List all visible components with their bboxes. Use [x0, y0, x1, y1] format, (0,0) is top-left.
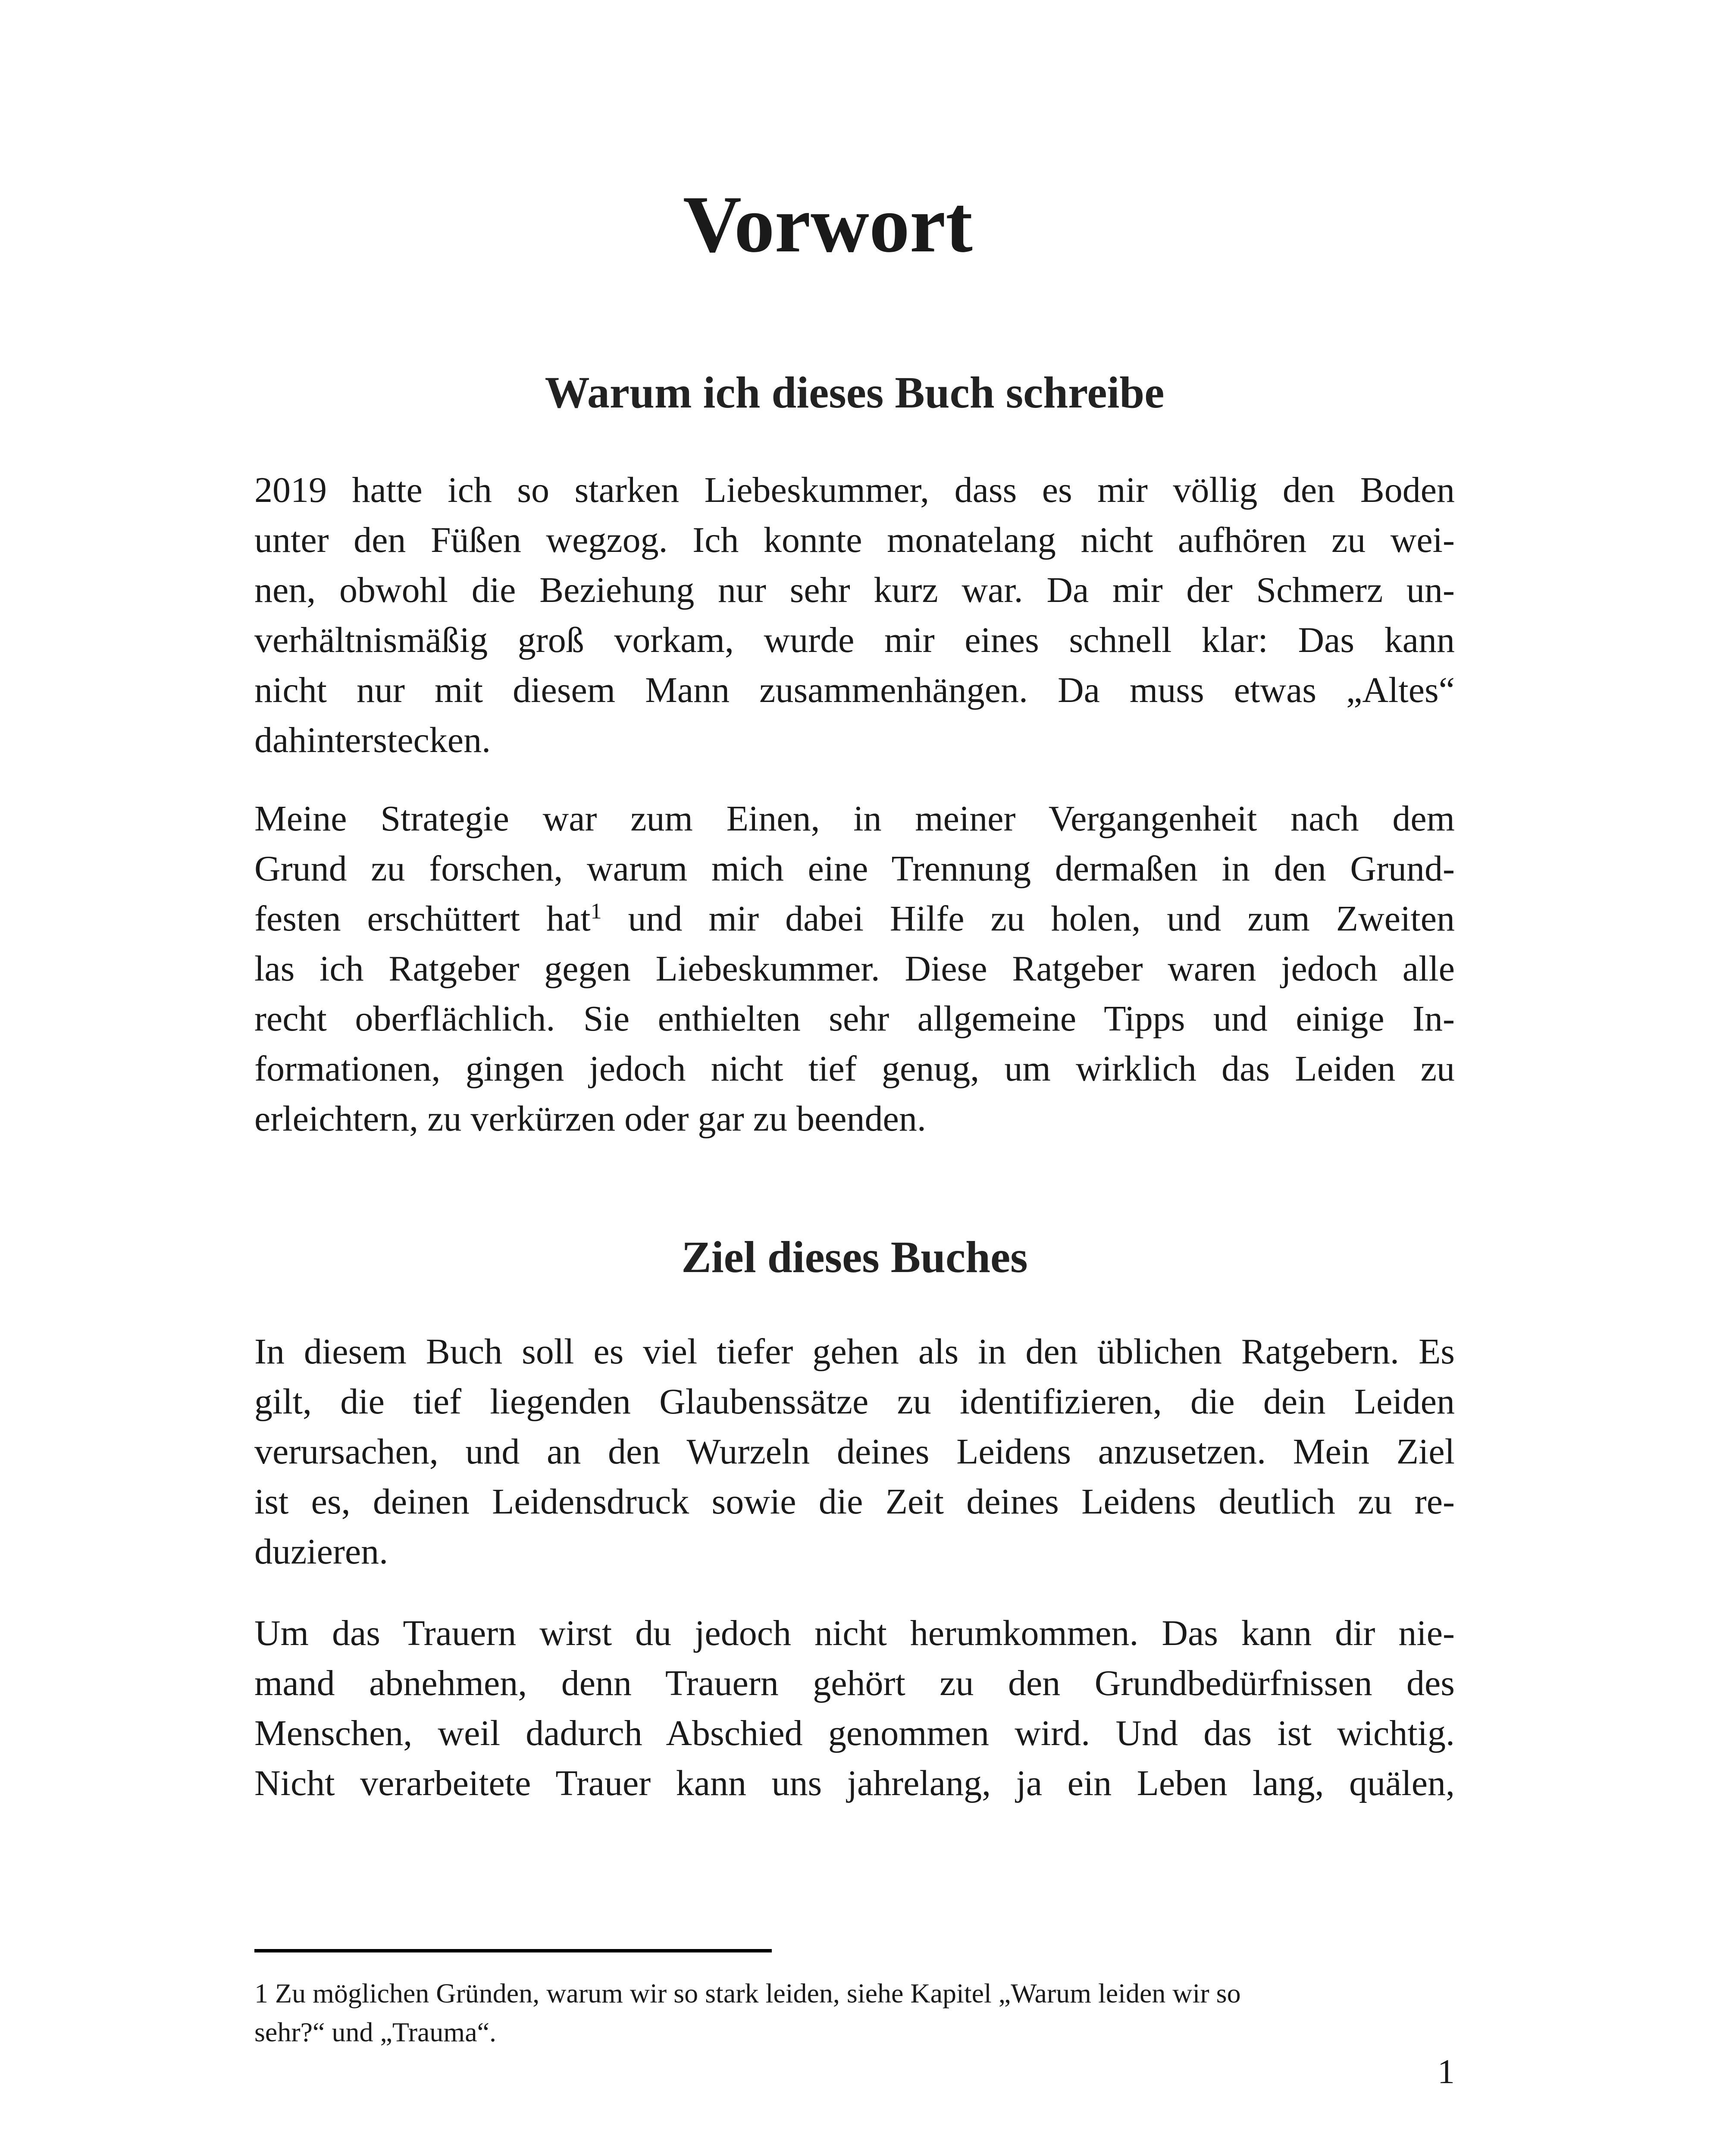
- text-line: Grund zu forschen, warum mich eine Trennung dermaßen in den Grund-: [254, 849, 1455, 889]
- text-line: erleichtern, zu verkürzen oder gar zu beenden.: [254, 1099, 926, 1139]
- section-heading-goal: Ziel dieses Buches: [681, 1232, 1028, 1282]
- text-line: formationen, gingen jedoch nicht tief genug, um wirklich das Leiden zu: [254, 1049, 1455, 1089]
- section-heading-why: Warum ich dieses Buch schreibe: [545, 368, 1165, 417]
- footnote-line: sehr?“ und „Trauma“.: [254, 2017, 496, 2047]
- text-line: Menschen, weil dadurch Abschied genommen wird. Und das ist wichtig.: [254, 1713, 1455, 1753]
- text-line: recht oberflächlich. Sie enthielten sehr allgemeine Tipps und einige In-: [254, 999, 1455, 1039]
- page-title: Vorwort: [683, 179, 973, 269]
- text-line: Meine Strategie war zum Einen, in meiner Vergangenheit nach dem: [254, 799, 1455, 839]
- text-line: las ich Ratgeber gegen Liebeskummer. Diese Ratgeber waren jedoch alle: [254, 949, 1455, 989]
- text-line: unter den Füßen wegzog. Ich konnte monatelang nicht aufhören zu wei-: [254, 520, 1455, 560]
- paragraph: [254, 1608, 1455, 1808]
- text-line: mand abnehmen, denn Trauern gehört zu den Grundbedürfnissen des: [254, 1663, 1455, 1703]
- text-line: dahinterstecken.: [254, 720, 491, 760]
- footnote-line: 1 Zu möglichen Gründen, warum wir so stark leiden, siehe Kapitel „Warum leiden wir so: [254, 1978, 1241, 2009]
- footnote-reference[interactable]: 1: [590, 899, 602, 924]
- text-line: Nicht verarbeitete Trauer kann uns jahrelang, ja ein Leben lang, quälen,: [254, 1763, 1455, 1803]
- text-line: 2019 hatte ich so starken Liebeskummer, dass es mir völlig den Boden: [254, 470, 1455, 510]
- paragraph: [254, 1327, 1455, 1577]
- text-line: verhältnismäßig groß vorkam, wurde mir eines schnell klar: Das kann: [254, 620, 1455, 660]
- paragraph: [254, 465, 1455, 765]
- text-line: In diesem Buch soll es viel tiefer gehen als in den üblichen Ratgebern. Es: [254, 1332, 1455, 1372]
- footnote-separator: [254, 1949, 772, 1952]
- text-line: duzieren.: [254, 1532, 388, 1572]
- footnote: [254, 1974, 1455, 2052]
- text-line: nicht nur mit diesem Mann zusammenhängen. Da muss etwas „Altes“: [254, 670, 1455, 710]
- text-line: nen, obwohl die Beziehung nur sehr kurz war. Da mir der Schmerz un-: [254, 570, 1455, 610]
- text-line: ist es, deinen Leidensdruck sowie die Zeit deines Leidens deutlich zu re-: [254, 1482, 1455, 1522]
- text-line: Um das Trauern wirst du jedoch nicht herumkommen. Das kann dir nie-: [254, 1613, 1455, 1653]
- paragraph: [254, 794, 1455, 1144]
- text-line: festen erschüttert hat$^1$ und mir dabei Hilfe zu holen, und zum Zweiten: [254, 899, 1455, 939]
- text-line: verursachen, und an den Wurzeln deines Leidens anzusetzen. Mein Ziel: [254, 1432, 1455, 1472]
- page-number: 1: [1438, 2053, 1455, 2091]
- text-line: gilt, die tief liegenden Glaubenssätze zu identifizieren, die dein Leiden: [254, 1382, 1455, 1422]
